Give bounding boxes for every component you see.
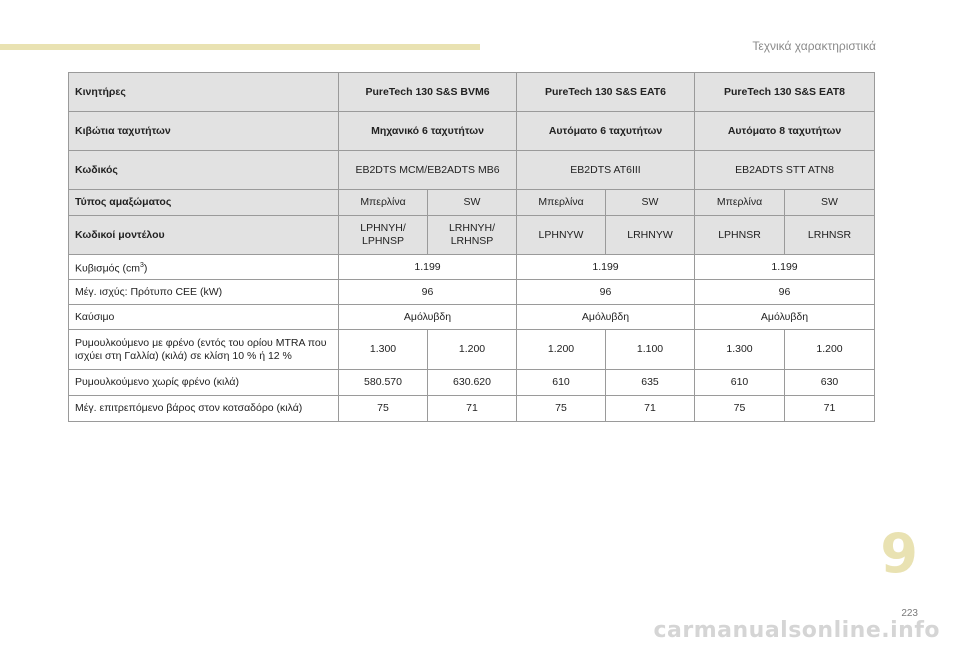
table-cell: SW (785, 190, 875, 216)
row-label: Ρυμουλκούμενο με φρένο (εντός του ορίου MTRA που ισχύει στη Γαλλία) (κιλά) σε κλίση 10 % ή 12 % (69, 330, 339, 370)
table-cell: SW (606, 190, 695, 216)
table-row-model-codes (69, 216, 875, 255)
table-cell: PureTech 130 S&S BVM6 (339, 73, 517, 112)
watermark: carmanualsonline.info (653, 618, 940, 643)
specifications-table (68, 72, 875, 422)
table-cell: 610 (695, 370, 785, 396)
table-cell: 96 (339, 280, 517, 305)
row-label-end: ) (143, 262, 148, 275)
table-cell: 96 (695, 280, 875, 305)
table-cell: 1.300 (695, 330, 785, 370)
table-cell: 96 (517, 280, 695, 305)
table-cell: Μηχανικό 6 ταχυτήτων (339, 112, 517, 151)
row-label: Κιβώτια ταχυτήτων (69, 112, 339, 151)
table-row-braked-trailer (69, 330, 875, 370)
page-number: 223 (901, 608, 918, 619)
row-label: Μέγ. επιτρεπόμενο βάρος στον κοτσαδόρο (κιλά) (69, 396, 339, 422)
table-cell: 610 (517, 370, 606, 396)
table-cell: 1.200 (785, 330, 875, 370)
table-cell: 1.100 (606, 330, 695, 370)
table-cell: 635 (606, 370, 695, 396)
table-row-body-type (69, 190, 875, 216)
table-row-displacement (69, 255, 875, 280)
row-label: Καύσιμο (69, 305, 339, 330)
table-cell: PureTech 130 S&S EAT6 (517, 73, 695, 112)
table-cell: PureTech 130 S&S EAT8 (695, 73, 875, 112)
table-row-max-power (69, 280, 875, 305)
row-label: Τύπος αμαξώματος (69, 190, 339, 216)
row-label: Μέγ. ισχύς: Πρότυπο CEE (kW) (69, 280, 339, 305)
table-cell: 75 (517, 396, 606, 422)
row-label: Κινητήρες (69, 73, 339, 112)
table-cell: 71 (606, 396, 695, 422)
superscript: 3 (139, 261, 144, 269)
table-cell: EB2DTS AT6III (517, 151, 695, 190)
table-cell: 75 (695, 396, 785, 422)
table-cell: 1.200 (517, 330, 606, 370)
table-cell: LPHNYW (517, 216, 606, 255)
table-cell: 630.620 (428, 370, 517, 396)
table-cell: 1.199 (339, 255, 517, 280)
table-row-fuel (69, 305, 875, 330)
table-row-engines (69, 73, 875, 112)
table-cell: Αυτόματο 8 ταχυτήτων (695, 112, 875, 151)
row-label: Κωδικοί μοντέλου (69, 216, 339, 255)
table-cell: Μπερλίνα (695, 190, 785, 216)
table-row-codes (69, 151, 875, 190)
table-cell: Αμόλυβδη (339, 305, 517, 330)
table-cell: LPHNYH/ LPHNSP (339, 216, 428, 255)
table-cell: 1.200 (428, 330, 517, 370)
table-cell: 580.570 (339, 370, 428, 396)
header-accent-bar (0, 44, 480, 50)
table-cell: LPHNSR (695, 216, 785, 255)
chapter-number: 9 (880, 522, 918, 585)
table-cell: LRHNYW (606, 216, 695, 255)
table-cell: 1.300 (339, 330, 428, 370)
table-row-towbar-load (69, 396, 875, 422)
table-cell: 1.199 (517, 255, 695, 280)
table-cell: 1.199 (695, 255, 875, 280)
table-cell: LRHNYH/ LRHNSP (428, 216, 517, 255)
table-row-unbraked-trailer (69, 370, 875, 396)
table-cell: 75 (339, 396, 428, 422)
table-cell: Αμόλυβδη (695, 305, 875, 330)
section-title: Τεχνικά χαρακτηριστικά (752, 39, 876, 53)
table-cell: Αυτόματο 6 ταχυτήτων (517, 112, 695, 151)
table-cell: EB2DTS MCM/EB2ADTS MB6 (339, 151, 517, 190)
row-label-text: Κυβισμός (cm (75, 262, 140, 275)
table-cell: LRHNSR (785, 216, 875, 255)
row-label: Κωδικός (69, 151, 339, 190)
table-cell: Μπερλίνα (339, 190, 428, 216)
table-cell: 71 (428, 396, 517, 422)
row-label: Ρυμουλκούμενο χωρίς φρένο (κιλά) (69, 370, 339, 396)
table-row-gearboxes (69, 112, 875, 151)
table-cell: 71 (785, 396, 875, 422)
table-cell: Μπερλίνα (517, 190, 606, 216)
row-label (69, 255, 339, 280)
table-cell: SW (428, 190, 517, 216)
table-cell: EB2ADTS STT ATN8 (695, 151, 875, 190)
table-cell: 630 (785, 370, 875, 396)
table-cell: Αμόλυβδη (517, 305, 695, 330)
